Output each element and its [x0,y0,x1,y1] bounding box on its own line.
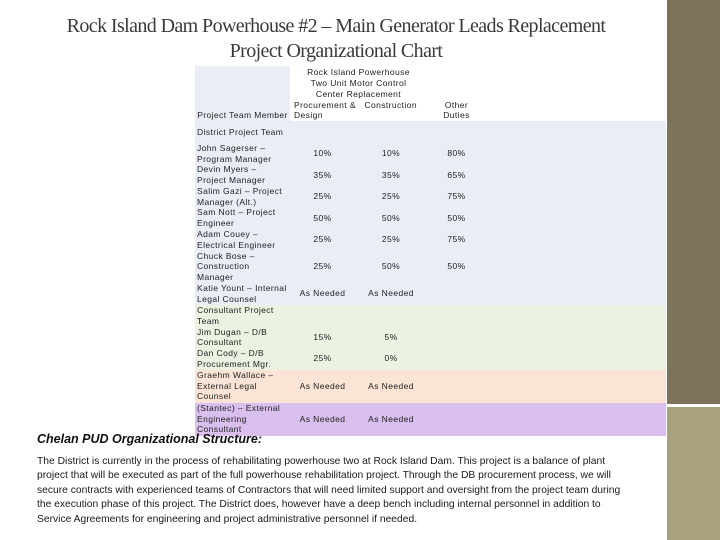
procurement-cell [290,305,355,327]
procurement-cell: 25% [290,186,355,207]
construction-cell: As Needed [355,370,427,403]
table-row [195,370,666,403]
header-other-duties: Other Duties [430,66,483,121]
construction-cell: 35% [355,164,427,185]
member-cell: Sam Nott – Project Engineer [195,207,290,228]
other-duties-cell: 65% [430,164,483,185]
construction-cell: 10% [355,143,427,164]
section-heading: Chelan PUD Organizational Structure: [37,432,263,446]
other-duties-cell [430,370,483,403]
procurement-cell: 50% [290,207,355,228]
table-row [195,207,666,228]
other-duties-cell: 75% [430,229,483,251]
table-row [195,251,666,283]
member-cell: Adam Couey – Electrical Engineer [195,229,290,251]
member-cell: Graehm Wallace – External Legal Counsel [195,370,290,403]
header-group-line-3: Center Replacement [315,88,402,99]
header-group [290,66,427,121]
org-chart-table [195,66,666,436]
member-cell: Consultant Project Team [195,305,290,327]
slide-title [10,14,662,64]
member-cell: Katie Yount – Internal Legal Counsel [195,283,290,305]
procurement-cell: 15% [290,327,355,348]
member-cell: District Project Team [195,121,290,143]
construction-cell: 0% [355,348,427,369]
decorative-side-bar [667,0,720,540]
procurement-cell: As Needed [290,403,355,436]
header-construction: Construction [364,99,417,110]
header-group-line-1: Rock Island Powerhouse [307,67,410,78]
construction-cell: As Needed [355,403,427,436]
construction-cell: 50% [355,207,427,228]
table-row [195,403,666,436]
table-row [195,164,666,185]
member-cell: John Sagerser – Program Manager [195,143,290,164]
table-row [195,143,666,164]
other-duties-cell [430,121,483,143]
title-line-1: Rock Island Dam Powerhouse #2 – Main Generator Leads Replacement [66,15,606,37]
member-cell: Dan Cody – D/B Procurement Mgr. [195,348,290,369]
construction-cell: 5% [355,327,427,348]
construction-cell: 50% [355,251,427,283]
construction-cell: As Needed [355,283,427,305]
construction-cell: 25% [355,229,427,251]
table-row [195,327,666,348]
header-group-line-2: Two Unit Motor Control [310,78,407,89]
other-duties-cell: 50% [430,251,483,283]
procurement-cell: 25% [290,348,355,369]
construction-cell [355,121,427,143]
construction-cell [355,305,427,327]
procurement-cell [290,121,355,143]
procurement-cell: 25% [290,251,355,283]
other-duties-cell [430,283,483,305]
procurement-cell: 25% [290,229,355,251]
construction-cell: 25% [355,186,427,207]
procurement-cell: 10% [290,143,355,164]
member-cell: Salim Gazi – Project Manager (Alt.) [195,186,290,207]
procurement-cell: As Needed [290,283,355,305]
table-row [195,348,666,369]
header-member: Project Team Member [195,66,290,121]
side-bar-light-segment [667,407,720,540]
table-row [195,186,666,207]
other-duties-cell: 75% [430,186,483,207]
other-duties-cell [430,305,483,327]
section-body: The District is currently in the process of rehabilitating powerhouse two at Rock Island Dam. This project is a balance of plant project that will be executed as part of the full powerhouse rehabilitation project. Through the DB procurement process, we will secure contracts with experienced teams of Contractors that will need limited support and oversight from the project team during the execution phase of this project. The District does, however have a deep bench including internal personnel in addition to Service Agreements for engineering and project administrative personnel if needed. [37,456,621,525]
other-duties-cell [430,327,483,348]
member-cell: (Stantec) – External Engineering Consultant [195,403,290,436]
other-duties-cell [430,348,483,369]
other-duties-cell: 80% [430,143,483,164]
procurement-cell: As Needed [290,370,355,403]
procurement-cell: 35% [290,164,355,185]
header-procurement: Procurement & Design [294,99,356,121]
header-row [195,66,666,121]
title-line-2: Project Organizational Chart [229,40,443,62]
other-duties-cell [430,403,483,436]
table-row [195,305,666,327]
table-row [195,121,666,143]
member-cell: Chuck Bose – Construction Manager [195,251,290,283]
member-cell: Devin Myers – Project Manager [195,164,290,185]
other-duties-cell: 50% [430,207,483,228]
member-cell: Jim Dugan – D/B Consultant [195,327,290,348]
table-row [195,283,666,305]
table-row [195,229,666,251]
side-bar-dark-segment [667,0,720,404]
